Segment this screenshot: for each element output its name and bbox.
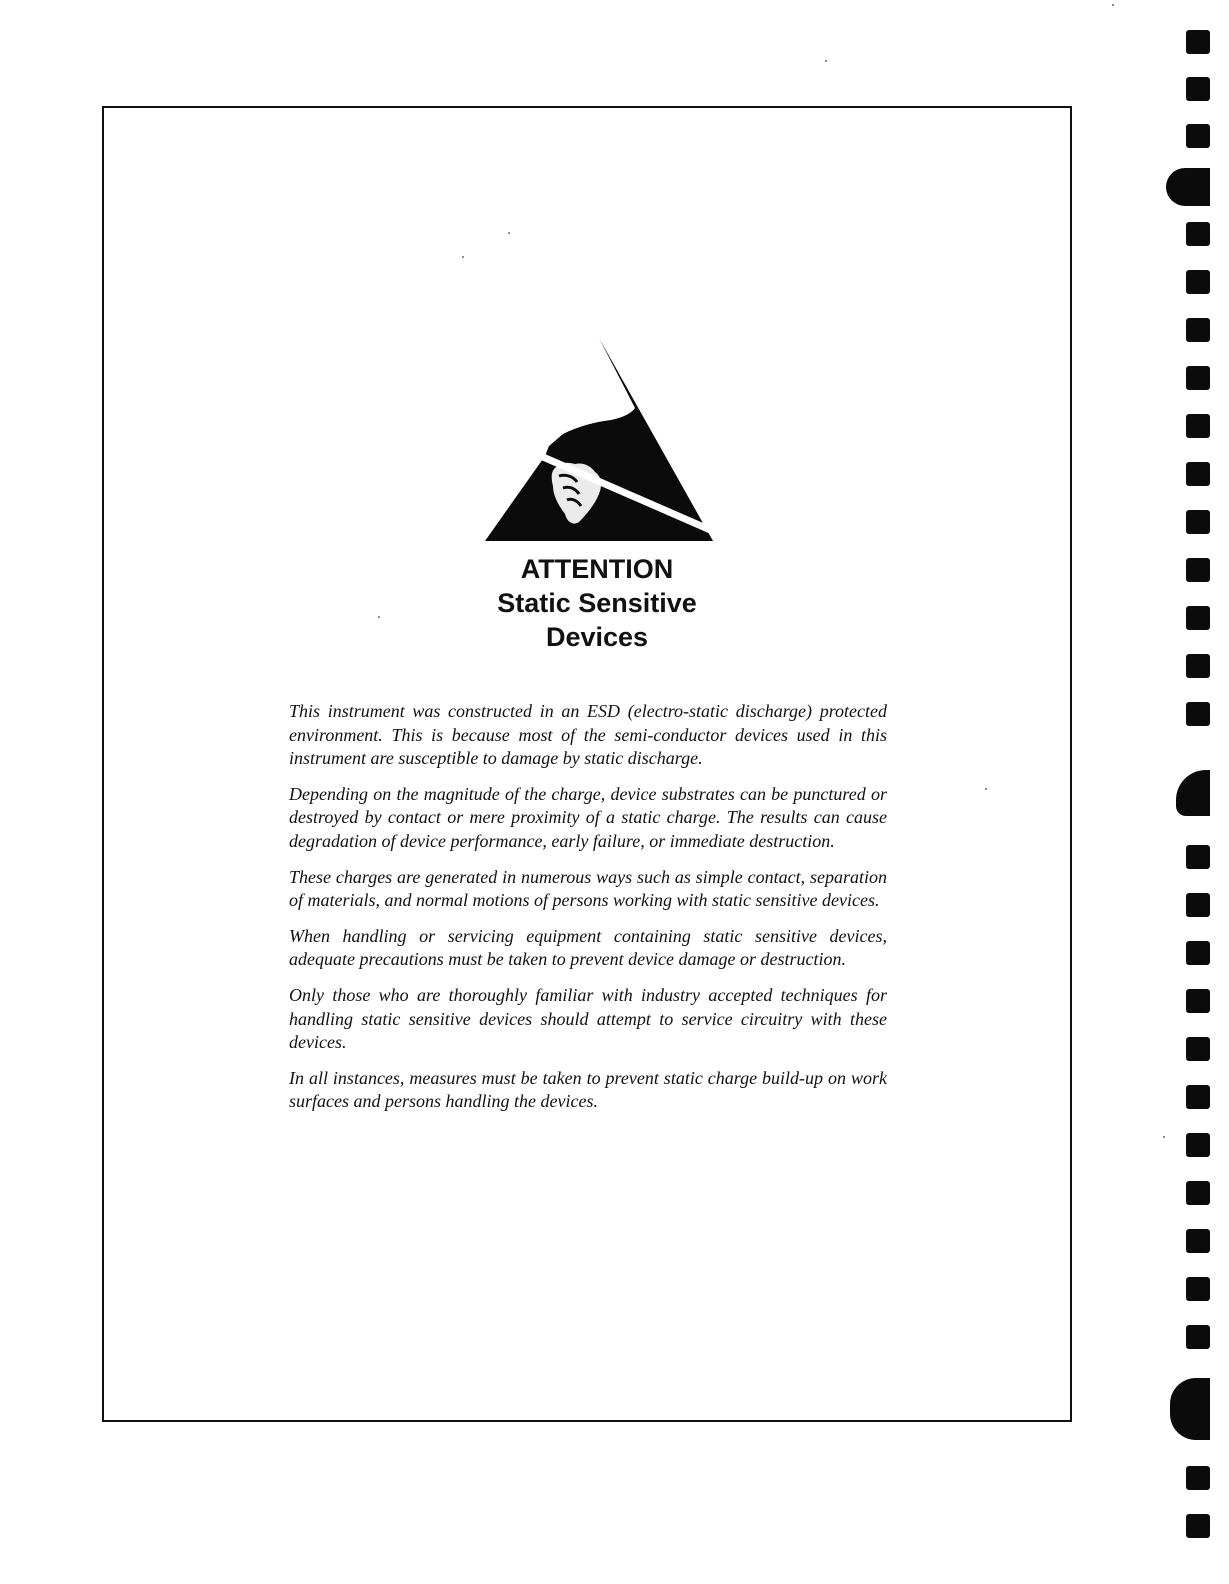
heading-attention: ATTENTION	[520, 554, 674, 584]
paragraph: Only those who are thoroughly familiar with industry accepted techniques for handling static sensitive devices should attempt to service circuitry with these devices.	[289, 984, 887, 1053]
binding-hole	[1186, 654, 1210, 678]
binding-hole	[1186, 941, 1210, 965]
binding-hole	[1186, 1277, 1210, 1301]
binding-hole	[1186, 30, 1210, 54]
binding-hole	[1186, 462, 1210, 486]
binding-hole	[1186, 414, 1210, 438]
binding-hole	[1186, 510, 1210, 534]
paragraph: In all instances, measures must be taken to prevent static charge build-up on work surfaces and persons handling the devices.	[289, 1067, 887, 1112]
binding-hole	[1186, 702, 1210, 726]
scan-speck	[1163, 1136, 1165, 1138]
esd-static-sensitive-icon	[483, 336, 715, 544]
binding-hole	[1186, 558, 1210, 582]
binding-tab	[1176, 770, 1210, 816]
binding-hole	[1186, 318, 1210, 342]
scan-speck	[508, 232, 510, 234]
paragraph: These charges are generated in numerous ways such as simple contact, separation of materials, and normal motions of persons working with static sensitive devices.	[289, 866, 887, 911]
binding-tab	[1170, 1378, 1210, 1440]
binding-hole	[1186, 845, 1210, 869]
heading-static-sensitive: Static Sensitive	[497, 588, 697, 618]
binding-hole	[1186, 1133, 1210, 1157]
scan-speck	[378, 616, 380, 618]
binding-hole	[1186, 77, 1210, 101]
scan-speck	[1112, 4, 1114, 6]
binding-hole	[1186, 1325, 1210, 1349]
binding-hole	[1186, 1514, 1210, 1538]
paragraph: Depending on the magnitude of the charge, device substrates can be punctured or destroyed by contact or mere proximity of a static charge. The results can cause degradation of device performance, early failure, or immediate destruction.	[289, 783, 887, 851]
binding-hole	[1186, 270, 1210, 294]
binding-hole	[1186, 1466, 1210, 1490]
binding-hole	[1186, 1037, 1210, 1061]
heading-devices: Devices	[545, 622, 649, 652]
binding-hole	[1186, 366, 1210, 390]
binding-tab	[1166, 168, 1210, 206]
binding-hole	[1186, 222, 1210, 246]
paragraph: This instrument was constructed in an ESD (electro-static discharge) protected environment. This is because most of the semi-conductor devices used in this instrument are susceptible to damage by static discharge.	[289, 701, 887, 769]
binding-hole	[1186, 989, 1210, 1013]
paragraph: When handling or servicing equipment containing static sensitive devices, adequate precautions must be taken to prevent device damage or destruction.	[289, 925, 887, 970]
notice-body	[289, 700, 887, 1126]
binding-hole	[1186, 124, 1210, 148]
scan-speck	[825, 60, 827, 62]
binding-hole	[1186, 606, 1210, 630]
binding-hole	[1186, 1181, 1210, 1205]
binding-hole	[1186, 1229, 1210, 1253]
attention-heading	[397, 552, 797, 654]
scan-speck	[985, 788, 987, 790]
binding-hole	[1186, 893, 1210, 917]
binding-hole	[1186, 1085, 1210, 1109]
scan-speck	[462, 256, 464, 258]
